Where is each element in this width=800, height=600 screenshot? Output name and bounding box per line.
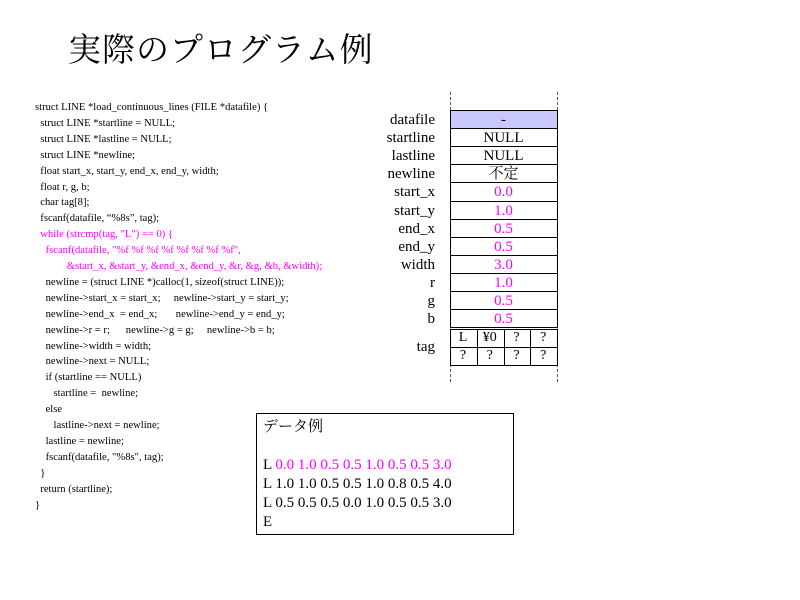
data-example-line: [263, 456, 452, 474]
tag-cell: ?: [513, 330, 520, 346]
table-row-line: [450, 327, 558, 328]
table-row-line: [450, 273, 558, 274]
data-example-line: [263, 475, 452, 493]
variable-value: NULL: [483, 148, 524, 165]
variable-name: startline: [386, 130, 435, 147]
variable-value: 0.5: [494, 220, 513, 237]
code-line: else: [35, 404, 63, 416]
variable-value: 1.0: [494, 274, 513, 291]
variable-value: 1.0: [494, 202, 513, 219]
variable-name: b: [427, 311, 435, 328]
variable-name: width: [400, 256, 435, 273]
tag-cell: ?: [459, 348, 467, 364]
tag-col-line: [450, 329, 451, 365]
data-values: 1.0 1.0 0.5 0.5 1.0 0.8 0.5 4.0: [275, 476, 452, 492]
table-row-line: [450, 291, 558, 292]
code-line: while (strcmp(tag, "L") == 0) {: [35, 229, 174, 241]
code-line: }: [35, 499, 41, 511]
data-tag: E: [263, 514, 273, 530]
variable-value: 0.5: [494, 293, 513, 309]
variable-name: g: [427, 293, 435, 309]
tag-col-line: [530, 329, 531, 365]
code-line: newline->r = r; newline->g = g; newline->b = b;: [35, 324, 275, 336]
table-row-line: [450, 146, 558, 147]
tag-cell: ?: [513, 348, 520, 364]
data-tag: L: [263, 476, 276, 492]
table-row-line: [450, 237, 558, 238]
variable-value: 3.0: [494, 256, 513, 273]
variable-name: end_y: [398, 238, 435, 255]
code-line: &start_x, &start_y, &end_x, &end_y, &r, &g, &b, &width);: [35, 261, 323, 272]
data-example-box: [256, 413, 514, 535]
tag-cell: ¥0: [482, 330, 497, 346]
variable-value: 0.0: [494, 184, 513, 201]
variable-name: r: [430, 274, 435, 291]
table-col-line: [557, 110, 558, 327]
code-line: float r, g, b;: [35, 181, 90, 193]
variable-name: lastline: [391, 148, 435, 165]
tag-col-line: [477, 329, 478, 365]
table-row-line: [450, 255, 558, 256]
table-row-line: [450, 164, 558, 165]
variable-name: start_x: [394, 184, 435, 201]
code-line: struct LINE *startline = NULL;: [35, 117, 176, 129]
code-line: newline->next = NULL;: [35, 356, 150, 368]
variable-value: 不定: [488, 166, 519, 183]
data-example-heading: データ例: [263, 419, 324, 435]
code-line: return (startline);: [35, 483, 113, 495]
code-line: newline->end_x = end_x; newline->end_y = end_y;: [35, 308, 285, 320]
code-line: newline->start_x = start_x; newline->start_y = start_y;: [35, 292, 289, 304]
table-row-line: [450, 110, 558, 111]
data-tag: L: [263, 495, 276, 511]
code-line: newline->width = width;: [35, 340, 152, 352]
variable-value: 0.5: [494, 238, 513, 255]
variable-value: NULL: [483, 130, 524, 147]
code-line: struct LINE *load_continuous_lines (FILE *datafile) {: [35, 102, 269, 113]
tag-label: tag: [416, 339, 435, 356]
tag-row-line: [450, 365, 558, 366]
code-line: lastline = newline;: [35, 435, 124, 447]
tag-col-line: [504, 329, 505, 365]
code-line: fscanf(datafile, “%8s”, tag);: [35, 213, 160, 225]
code-line: }: [35, 467, 46, 479]
data-values: 0.0 1.0 0.5 0.5 1.0 0.5 0.5 3.0: [275, 457, 452, 473]
tag-cell: ?: [486, 348, 493, 364]
code-line: struct LINE *lastline = NULL;: [35, 133, 172, 145]
code-line: if (startline == NULL): [35, 372, 142, 384]
code-line: startline = newline;: [35, 388, 139, 400]
tag-cell: ?: [540, 348, 547, 364]
variable-value: 0.5: [494, 311, 513, 328]
variable-name: newline: [387, 166, 435, 183]
code-line: newline = (struct LINE *)calloc(1, sizeof(struct LINE));: [35, 276, 285, 288]
table-row-line: [450, 128, 558, 129]
tag-col-line: [557, 329, 558, 365]
table-row-line: [450, 219, 558, 220]
data-example-line: [263, 494, 452, 512]
code-line: lastline->next = newline;: [35, 420, 160, 431]
code-line: fscanf(datafile, "%f %f %f %f %f %f %f %f",: [35, 245, 241, 257]
code-line: char tag[8];: [35, 197, 90, 209]
variable-name: end_x: [398, 220, 435, 237]
table-row-line: [450, 182, 558, 183]
page-title: 実際のプログラム例: [68, 30, 374, 69]
variable-name: start_y: [394, 202, 435, 219]
data-example-line: [263, 513, 272, 531]
tag-cell: ?: [540, 330, 547, 346]
code-line: struct LINE *newline;: [35, 149, 136, 161]
variable-value: -: [501, 112, 506, 128]
table-row-line: [450, 309, 558, 310]
tag-cell: L: [458, 330, 468, 346]
table-row-line: [450, 201, 558, 202]
table-col-line: [450, 110, 451, 327]
variable-name: datafile: [390, 112, 435, 128]
code-line: fscanf(datafile, "%8s", tag);: [35, 451, 164, 463]
code-line: float start_x, start_y, end_x, end_y, width;: [35, 165, 219, 177]
data-values: 0.5 0.5 0.5 0.0 1.0 0.5 0.5 3.0: [275, 495, 452, 511]
data-tag: L: [263, 457, 276, 473]
